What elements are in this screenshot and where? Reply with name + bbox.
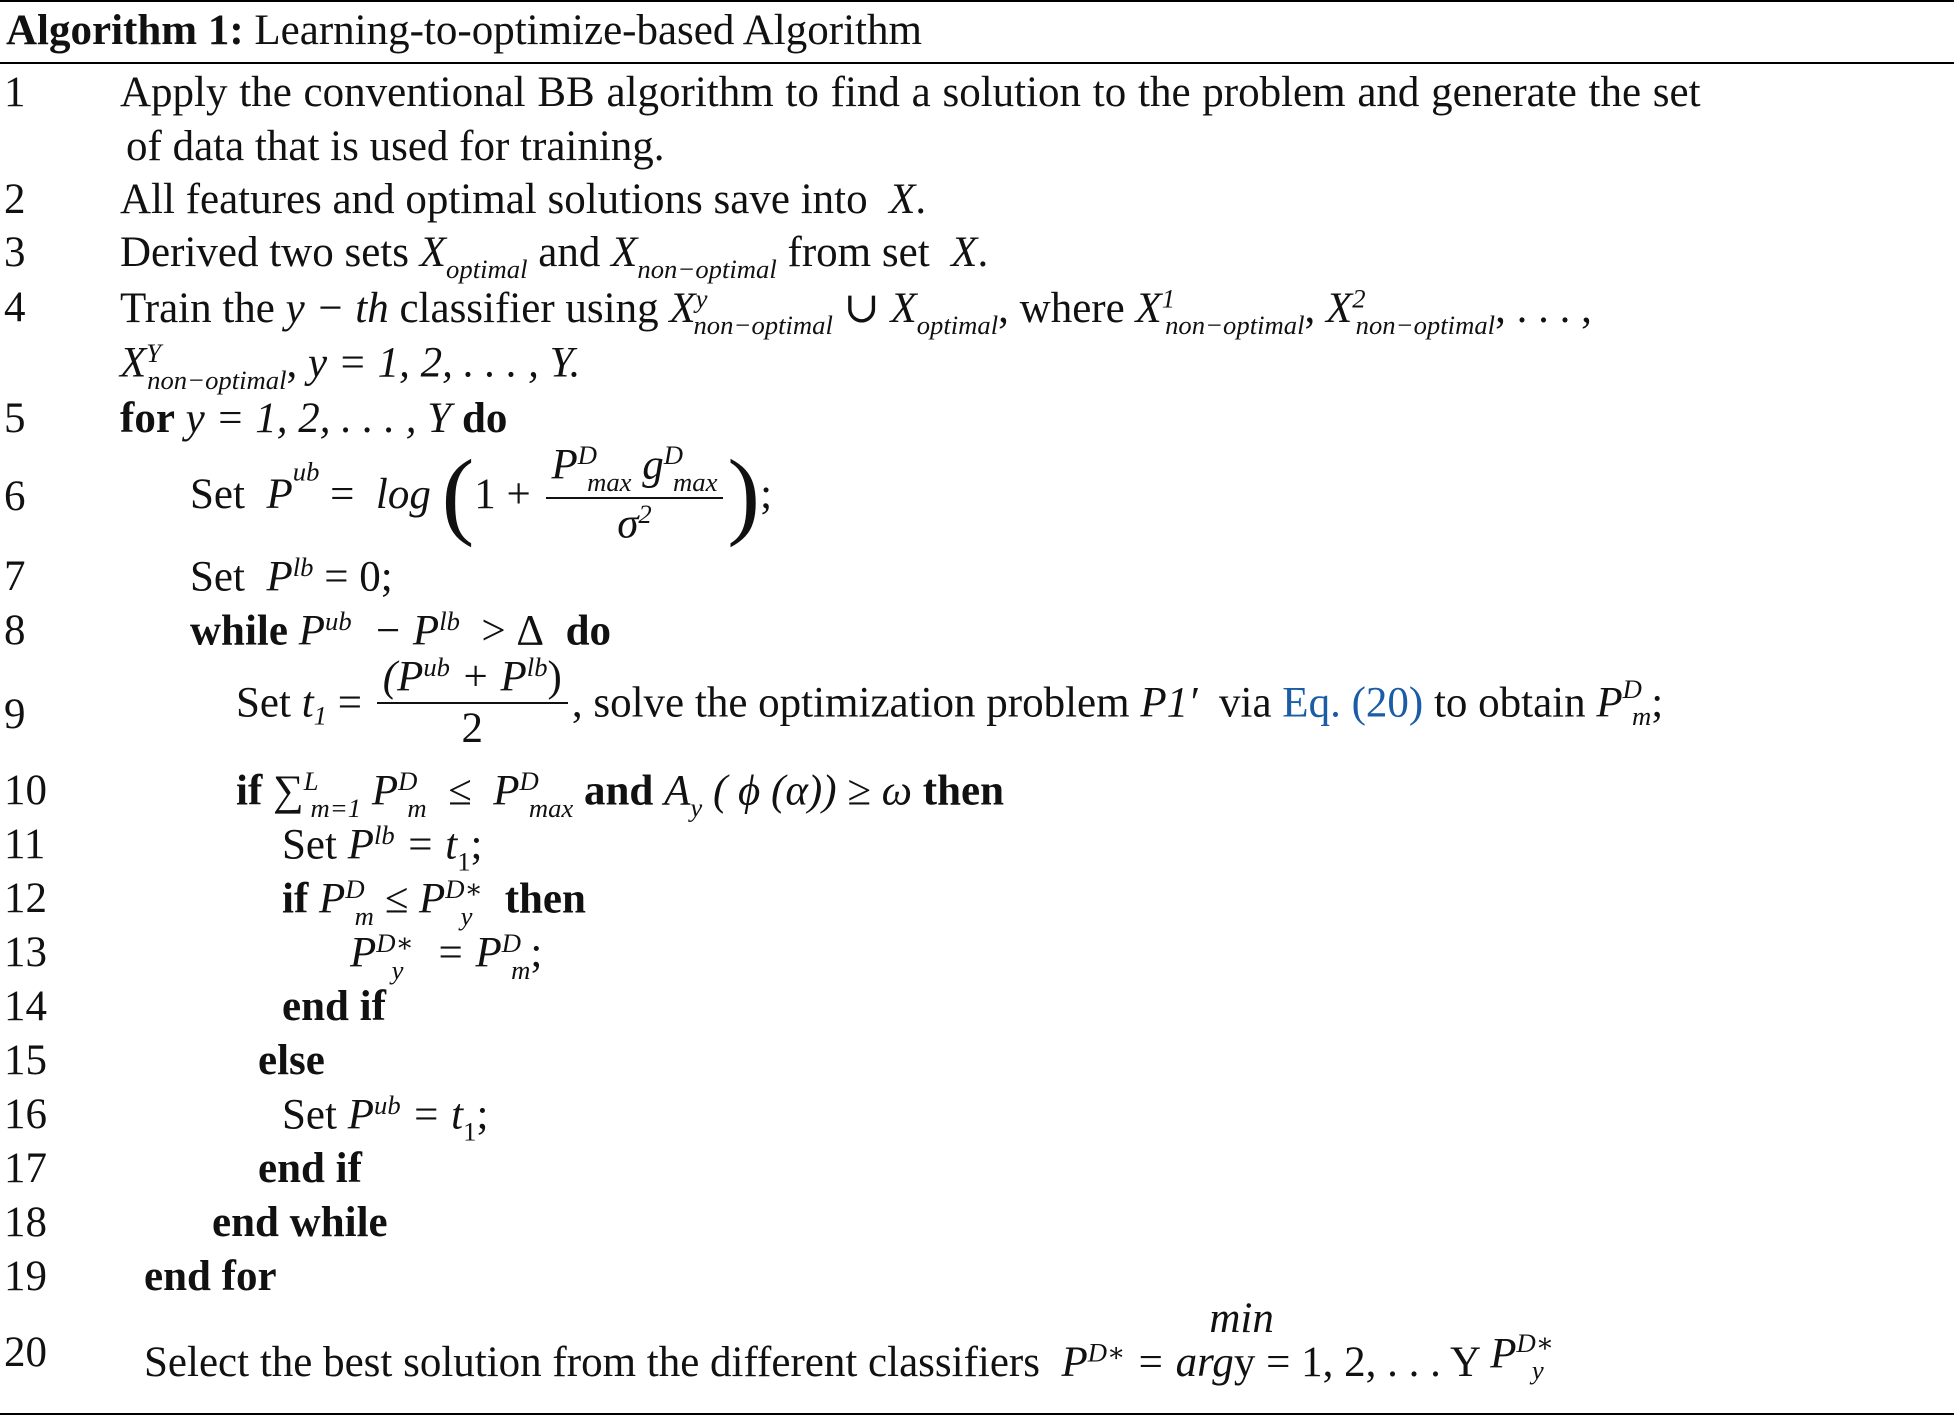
line-number: 5 xyxy=(4,395,26,442)
line-number: 7 xyxy=(4,553,26,600)
line-text: $P^{D∗}_y$ = $P^D_m$; xyxy=(350,928,543,985)
line-number: 20 xyxy=(4,1329,47,1376)
line-keyword: end if xyxy=(258,1145,362,1192)
algorithm-name: Learning-to-optimize-based Algorithm xyxy=(254,7,922,54)
line-number: 6 xyxy=(4,473,26,520)
line-number: 19 xyxy=(4,1253,47,1300)
line-text: if $P^D_m \le P^{D∗}_y$ then xyxy=(282,874,586,931)
line-text: All features and optimal solutions save into X. xyxy=(120,176,927,223)
line-number: 3 xyxy=(4,229,26,276)
line-keyword: end while xyxy=(212,1199,388,1246)
line-text: $X^Y_{non-optimal}$, y = 1, 2, . . . , Y. xyxy=(120,338,581,395)
line-number: 16 xyxy=(4,1091,47,1138)
bottom-rule xyxy=(0,1413,1954,1415)
line-number: 17 xyxy=(4,1145,47,1192)
line-number: 11 xyxy=(4,821,46,868)
line-text: Apply the conventional BB algorithm to find a solution to the problem and generate the set xyxy=(120,69,1701,116)
line-text: Train the y − th classifier using $X^y_{non-optimal}$ ∪ $X_{optimal}$, where $X^1_{non-optimal}$, $X^2_{non-optimal}$, . . . , xyxy=(120,283,1592,340)
line-number: 18 xyxy=(4,1199,47,1246)
line-text: of data that is used for training. xyxy=(126,123,665,170)
line-number: 10 xyxy=(4,767,47,814)
line-number: 15 xyxy=(4,1037,47,1084)
line-text: Select the best solution from the different classifiers $P^{D∗}$ = arg min y = 1, 2, . . . Y $P^{D∗}_y$ xyxy=(144,1294,1554,1386)
line-number: 12 xyxy=(4,875,47,922)
top-rule xyxy=(0,0,1954,2)
line-number: 9 xyxy=(4,691,26,738)
line-text: Set $t_1$ = $\frac{(P^{ub} + P^{lb})}{2}$ , solve the optimization problem P1′ via Eq. (20) to obtain $P^D_m$; xyxy=(236,652,1664,753)
line-text: Set $P^{ub} = \log (1$ + $\frac{P^D_{max} g^D_{max}}{\sigma^2}$ ); xyxy=(190,440,773,549)
line-number: 14 xyxy=(4,983,47,1030)
line-keyword: end for xyxy=(144,1253,277,1300)
line-text: Derived two sets $X_{optimal}$ and $X_{non-optimal}$ from set X. xyxy=(120,229,989,284)
equation-link[interactable]: Eq. (20) xyxy=(1282,679,1424,727)
line-text: while $P^{ub} - P^{lb} > \Delta$ do xyxy=(190,606,611,655)
algo-line-9 xyxy=(4,652,1952,762)
line-text: Set $P^{lb} = t_1$; xyxy=(282,820,483,877)
algo-line-6 xyxy=(4,440,1952,550)
header-rule xyxy=(0,62,1954,64)
line-number: 8 xyxy=(4,607,26,654)
line-number: 13 xyxy=(4,929,47,976)
line-keyword: else xyxy=(258,1037,325,1084)
line-number: 2 xyxy=(4,176,26,223)
line-text: Set $P^{ub} = t_1$; xyxy=(282,1090,489,1147)
algorithm-label: Algorithm 1: xyxy=(6,7,244,54)
line-text: Set $P^{lb} = 0$; xyxy=(190,552,393,601)
line-keyword: end if xyxy=(282,983,386,1030)
line-number: 1 xyxy=(4,69,26,116)
line-text: for y = 1, 2, . . . , Y do xyxy=(120,395,508,442)
line-number: 4 xyxy=(4,284,26,331)
line-text: if ∑$^L_{m=1}$ $P^D_m \le P^D_{max}$ and $A_y$ ( ϕ (α)) ≥ ω then xyxy=(236,766,1005,823)
algorithm-title xyxy=(6,4,922,58)
